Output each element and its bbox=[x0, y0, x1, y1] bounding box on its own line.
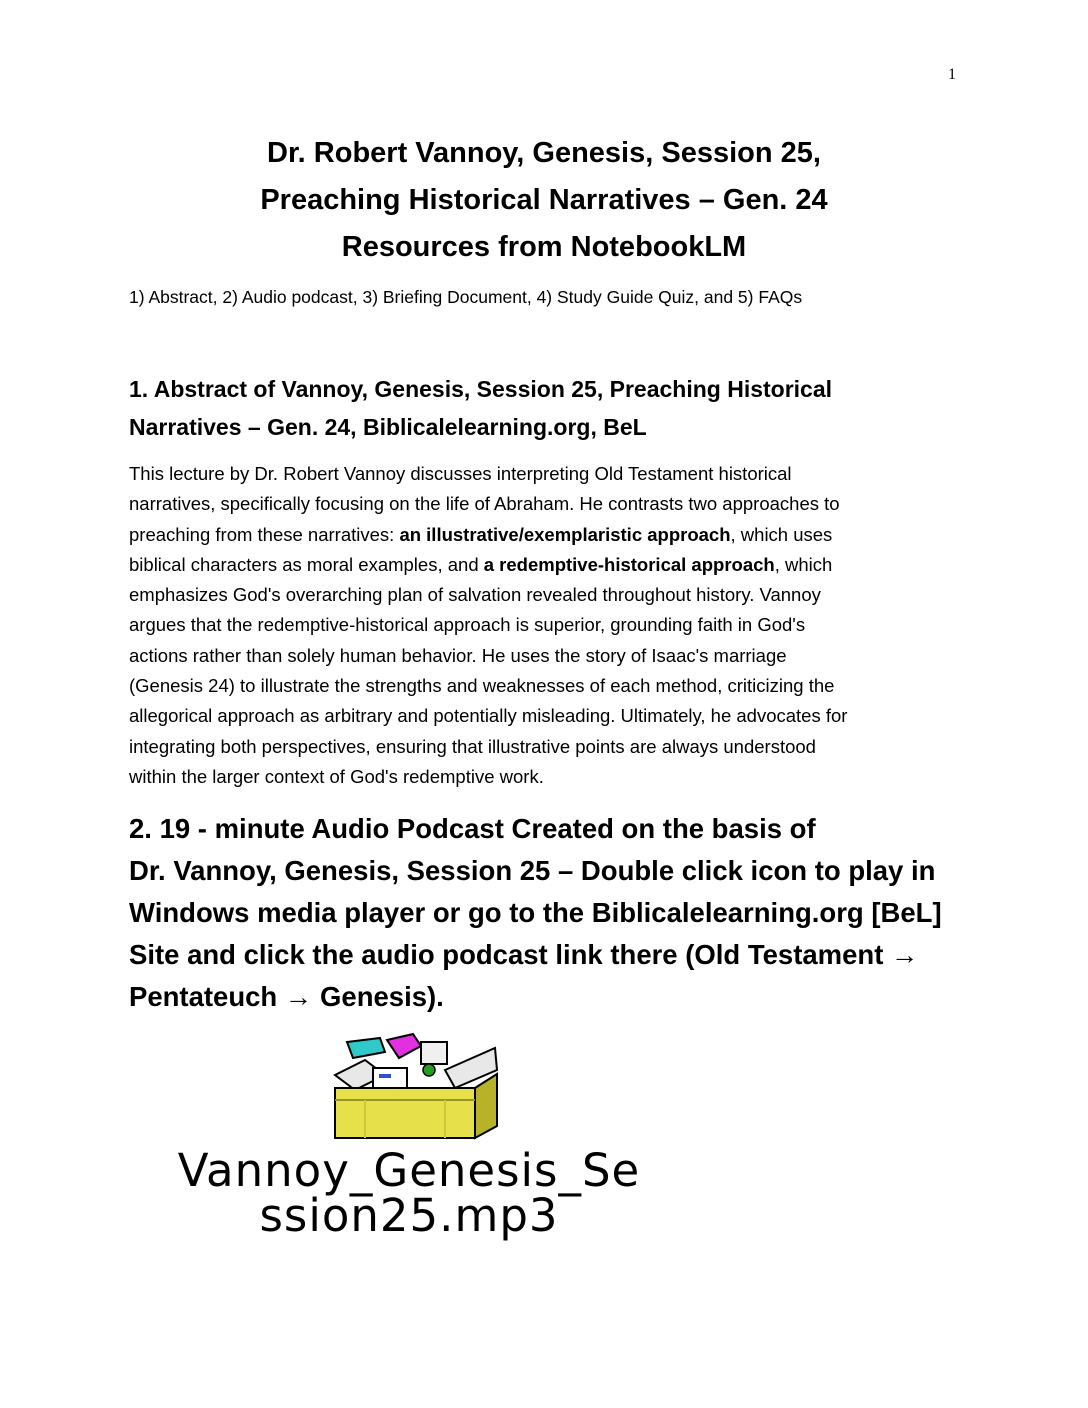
abstract-heading bbox=[129, 370, 969, 446]
podcast-heading-line: Dr. Vannoy, Genesis, Session 25 – Double click icon to play in bbox=[129, 855, 936, 886]
abstract-line bbox=[129, 550, 961, 580]
attachment-filename[interactable] bbox=[124, 1144, 694, 1242]
abstract-text: , which uses bbox=[730, 523, 833, 545]
abstract-line: narratives, specifically focusing on the life of Abraham. He contrasts two approaches to bbox=[129, 493, 840, 515]
abstract-emphasis: a redemptive-historical approach bbox=[483, 553, 775, 575]
podcast-heading-text: Site and click the audio podcast link there (Old Testament bbox=[129, 939, 892, 970]
abstract-line: actions rather than solely human behavior. He uses the story of Isaac's marriage bbox=[129, 644, 787, 666]
abstract-emphasis: an illustrative/exemplaristic approach bbox=[399, 523, 731, 545]
page-number: 1 bbox=[948, 66, 956, 83]
abstract-line: (Genesis 24) to illustrate the strengths and weaknesses of each method, criticizing the bbox=[129, 675, 835, 697]
podcast-heading-line bbox=[129, 934, 969, 976]
contents-list: 1) Abstract, 2) Audio podcast, 3) Briefing Document, 4) Study Guide Quiz, and 5) FAQs bbox=[129, 287, 803, 307]
podcast-heading-line: 2. 19 - minute Audio Podcast Created on the basis of bbox=[129, 813, 816, 844]
podcast-heading-text: Pentateuch bbox=[129, 981, 285, 1012]
filename-line-2: ssion25.mp3 bbox=[259, 1189, 559, 1242]
title-line-3: Resources from NotebookLM bbox=[341, 231, 747, 263]
arrow-right-icon: → bbox=[284, 981, 313, 1012]
page-title bbox=[0, 130, 1088, 271]
package-icon[interactable] bbox=[325, 1030, 505, 1140]
podcast-heading bbox=[129, 808, 969, 1018]
title-line-2: Preaching Historical Narratives – Gen. 24 bbox=[260, 184, 828, 216]
filename-line-1: Vannoy_Genesis_Se bbox=[177, 1144, 641, 1197]
title-line-1: Dr. Robert Vannoy, Genesis, Session 25, bbox=[267, 137, 821, 169]
podcast-heading-line bbox=[129, 976, 969, 1018]
abstract-text: preaching from these narratives: bbox=[129, 523, 400, 545]
abstract-line: within the larger context of God's redemptive work. bbox=[129, 765, 544, 787]
abstract-line: argues that the redemptive-historical approach is superior, grounding faith in God's bbox=[129, 614, 806, 636]
podcast-heading-line: Windows media player or go to the Biblicalelearning.org [BeL] bbox=[129, 897, 942, 928]
abstract-line: This lecture by Dr. Robert Vannoy discusses interpreting Old Testament historical bbox=[129, 463, 792, 484]
abstract-text: , which bbox=[774, 553, 833, 575]
abstract-line: allegorical approach as arbitrary and potentially misleading. Ultimately, he advocates for bbox=[129, 705, 848, 727]
abstract-heading-line-1: 1. Abstract of Vannoy, Genesis, Session 25, Preaching Historical bbox=[129, 376, 833, 402]
arrow-right-icon: → bbox=[891, 939, 919, 970]
abstract-paragraph bbox=[129, 459, 961, 792]
abstract-text: biblical characters as moral examples, and bbox=[129, 553, 484, 575]
abstract-line: emphasizes God's overarching plan of salvation revealed throughout history. Vannoy bbox=[129, 584, 821, 606]
abstract-line: integrating both perspectives, ensuring that illustrative points are always understood bbox=[129, 735, 816, 757]
abstract-heading-line-2: Narratives – Gen. 24, Biblicalelearning.org, BeL bbox=[129, 414, 647, 440]
podcast-heading-text: Genesis). bbox=[312, 981, 444, 1012]
abstract-line bbox=[129, 520, 961, 550]
